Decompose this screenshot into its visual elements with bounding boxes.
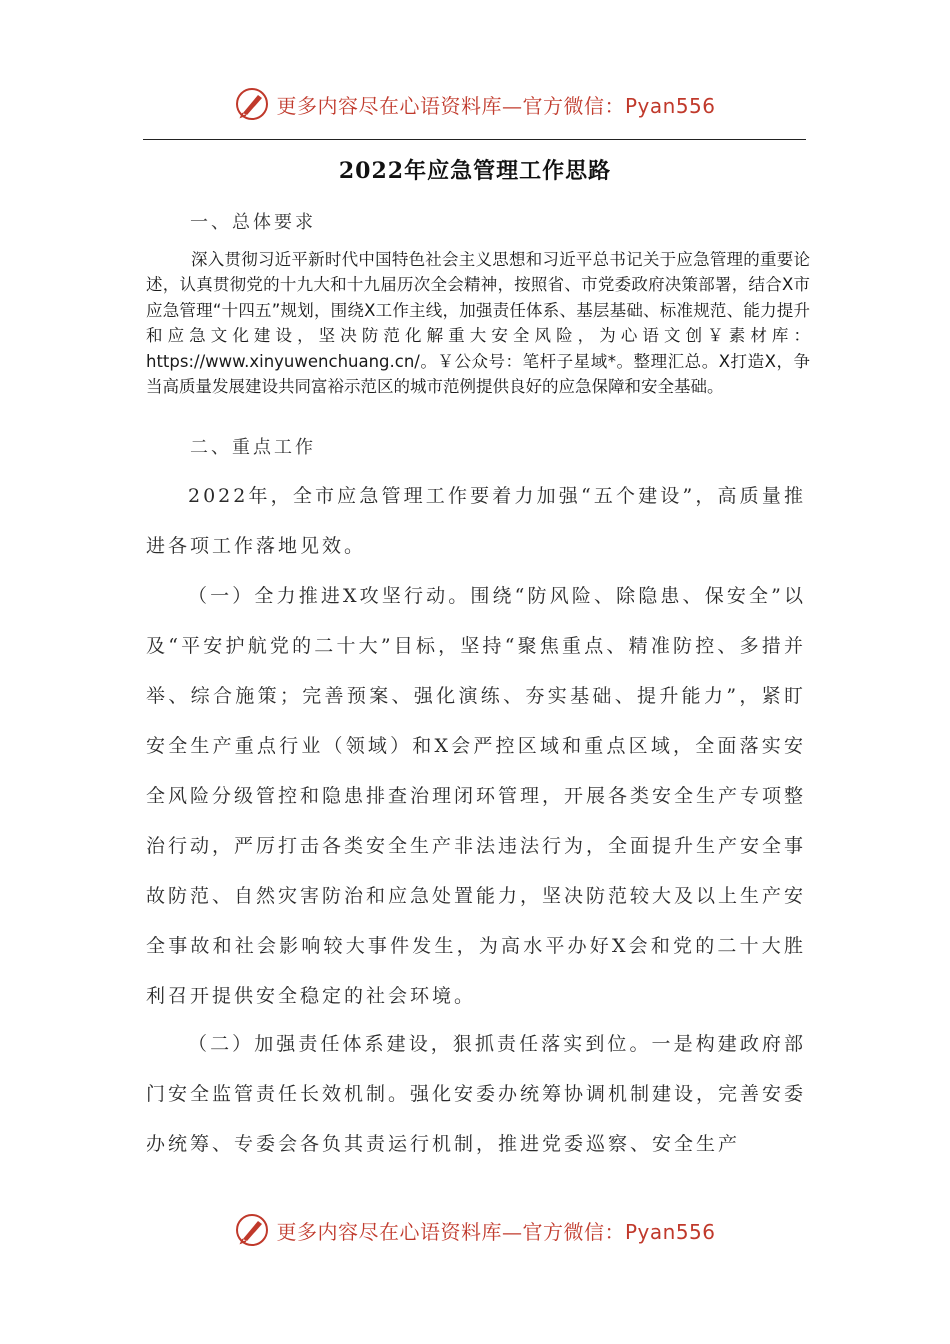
watermark-banner-bottom — [0, 1210, 950, 1250]
section-heading-2: 二、重点工作 — [190, 437, 316, 458]
paragraph-intro-2022: 2022年，全市应急管理工作要着力加强“五个建设”，高质量推进各项工作落地见效。 — [146, 485, 806, 557]
quill-pen-icon — [234, 1212, 270, 1248]
document-title: 2022年应急管理工作思路 — [338, 158, 612, 184]
paragraph-item-1: （一）全力推进X攻坚行动。围绕“防风险、除隐患、保安全”以及“平安护航党的二十大”目标，坚持“聚焦重点、精准防控、多措并举、综合施策；完善预案、强化演练、夯实基础、提升能力”，紧盯安全生产重点行业（领域）和X会严控区域和重点区域，全面落实安全风险分级管控和隐患排查治理闭环管理，开展各类安全生产专项整治行动，严厉打击各类安全生产非法违法行为，全面提升生产安全事故防范、自然灾害防治和应急处置能力，坚决防范较大及以上生产安全事故和社会影响较大事件发生，为高水平办好X会和党的二十大胜利召开提供安全稳定的社会环境。 — [146, 585, 807, 1007]
paragraph-general-requirements: 深入贯彻习近平新时代中国特色社会主义思想和习近平总书记关于应急管理的重要论述，认真贯彻党的十九大和十九届历次全会精神，按照省、市党委政府决策部署，结合X市应急管理“十四五”规划，围绕X工作主线，加强责任体系、基层基础、标准规范、能力提升和应急文化建设，坚决防范化解重大安全风险，为心语文创￥素材库：https://www.xinyuwenchuang.cn/。￥公众号：笔杆子星域*。整理汇总。X打造X，争当高质量发展建设共同富裕示范区的城市范例提供良好的应急保障和安全基础。 — [146, 250, 810, 397]
watermark-text: 更多内容尽在心语资料库—官方微信：Pyan556 — [276, 1219, 716, 1244]
wechat-id: Pyan556 — [624, 93, 716, 118]
watermark-text: 更多内容尽在心语资料库—官方微信：Pyan556 — [276, 93, 716, 118]
quill-pen-icon — [234, 86, 270, 122]
watermark-banner-top — [0, 84, 950, 124]
section-heading-1: 一、总体要求 — [190, 212, 316, 233]
paragraph-item-2: （二）加强责任体系建设，狠抓责任落实到位。一是构建政府部门安全监管责任长效机制。强化安委办统筹协调机制建设，完善安委办统筹、专委会各负其责运行机制，推进党委巡察、安全生产 — [146, 1033, 807, 1155]
wechat-id: Pyan556 — [624, 1219, 716, 1244]
header-divider — [143, 139, 806, 140]
